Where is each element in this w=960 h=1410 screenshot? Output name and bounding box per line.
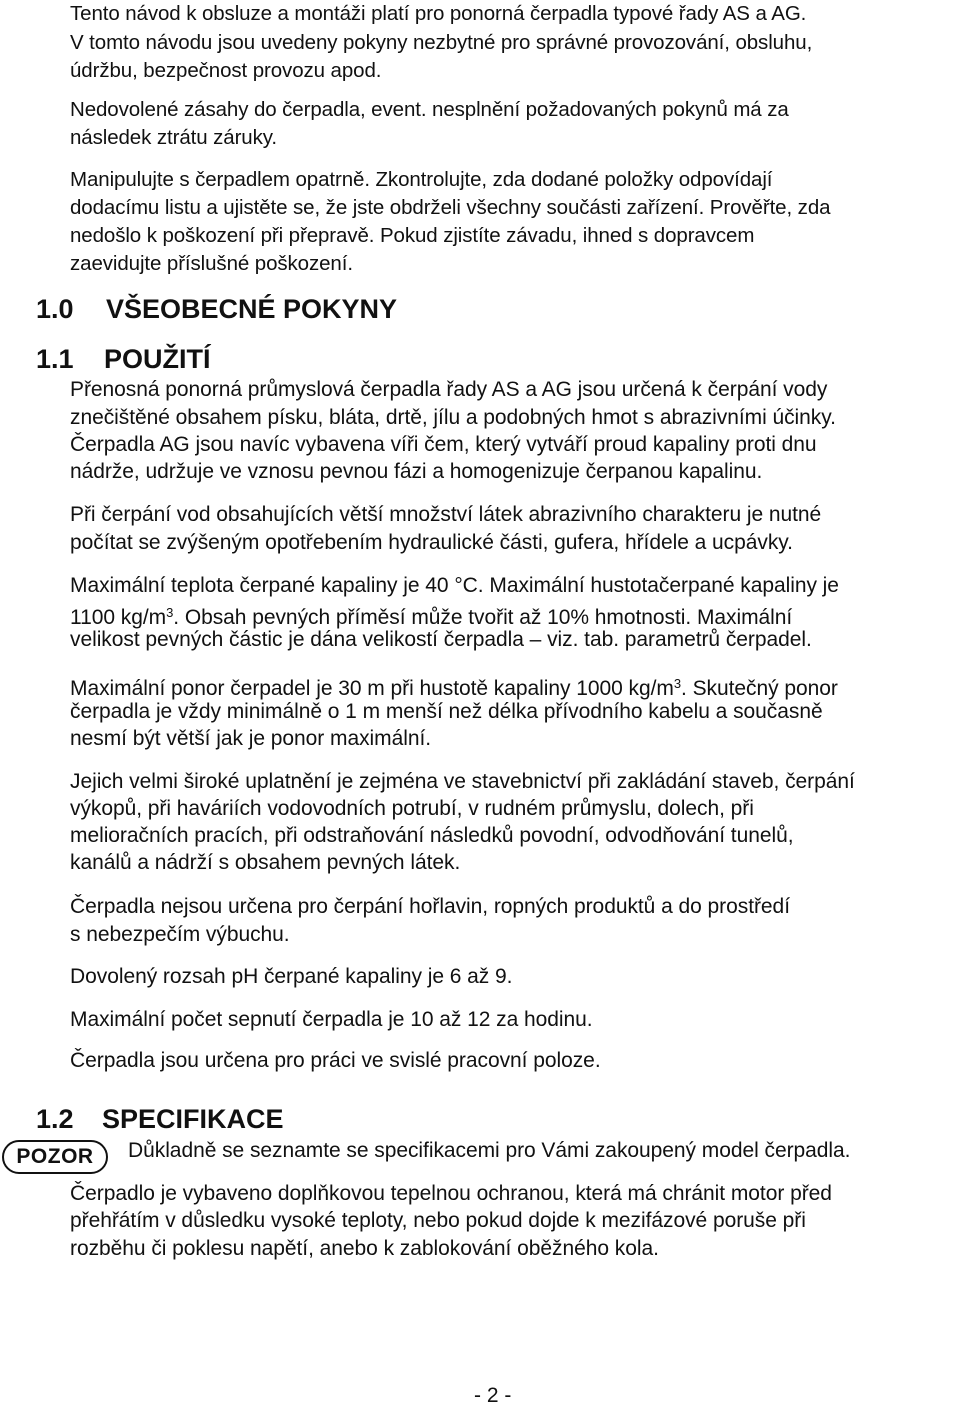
superscript: 3 [166, 605, 174, 620]
body-line: nesmí být větší jak je ponor maximální. [70, 727, 432, 750]
intro-line: zaevidujte příslušné poškození. [70, 252, 353, 275]
pozor-warning-badge: POZOR [2, 1140, 108, 1174]
superscript: 3 [673, 676, 682, 691]
body-line: Čerpadla nejsou určena pro čerpání hořlavin, ropných produktů a do prostředí [70, 895, 790, 918]
section-title: VŠEOBECNÉ POKYNY [106, 294, 398, 324]
body-line: Maximální počet sepnutí čerpadla je 10 až 12 za hodinu. [70, 1008, 593, 1031]
text-span: 1100 kg/m [70, 606, 167, 629]
text-span: Maximální ponor čerpadel je 30 m při hustotě kapaliny 1000 kg/m [70, 677, 674, 700]
intro-line: Tento návod k obsluze a montáži platí pro ponorná čerpadla typové řady AS a AG. [70, 2, 807, 25]
intro-line: V tomto návodu jsou uvedeny pokyny nezbytné pro správné provozování, obsluhu, [70, 31, 813, 54]
intro-line: nedošlo k poškození při přepravě. Pokud zjistíte závadu, ihned s dopravcem [70, 224, 755, 247]
pozor-text: Důkladně se seznamte se specifikacemi pro Vámi zakoupený model čerpadla. [128, 1139, 851, 1162]
body-line: Čerpadla AG jsou navíc vybavena víři čem, který vytváří proud kapaliny proti dnu [70, 433, 817, 456]
section-title: SPECIFIKACE [102, 1104, 284, 1134]
body-line [70, 671, 838, 702]
body-line: čerpadla je vždy minimálně o 1 m menší než délka přívodního kabelu a současně [70, 700, 823, 723]
body-line: přehřátím v důsledku vysoké teploty, nebo pokud dojde k mezifázové poruše při [70, 1209, 806, 1232]
body-line: Maximální teplota čerpané kapaliny je 40 °C. Maximální hustotačerpané kapaliny je [70, 574, 839, 597]
body-line: znečištěné obsahem písku, bláta, drtě, jílu a podobných hmot s abrazivními účinky. [70, 406, 836, 429]
intro-line: dodacímu listu a ujistěte se, že jste obdrželi všechny součásti zařízení. Prověřte, zda [70, 196, 831, 219]
body-line: Dovolený rozsah pH čerpané kapaliny je 6 až 9. [70, 965, 513, 988]
section-heading-1-1 [36, 342, 211, 376]
body-line: Čerpadla jsou určena pro práci ve svislé pracovní poloze. [70, 1049, 601, 1072]
body-line: rozběhu či poklesu napětí, anebo k zablokování oběžného kola. [70, 1237, 659, 1260]
body-line: s nebezpečím výbuchu. [70, 923, 290, 946]
body-line: melioračních pracích, při odstraňování následků povodní, odvodňování tunelů, [70, 824, 794, 847]
intro-line: následek ztrátu záruky. [70, 126, 277, 149]
text-span: . Skutečný ponor [681, 677, 838, 700]
page-number: - 2 - [474, 1384, 512, 1407]
section-heading-1-0 [36, 292, 397, 326]
body-line: Přenosná ponorná průmyslová čerpadla řady AS a AG jsou určená k čerpání vody [70, 378, 828, 401]
body-line: počítat se zvýšeným opotřebením hydraulické části, gufera, hřídele a ucpávky. [70, 531, 793, 554]
section-heading-1-2 [36, 1102, 284, 1136]
body-line: výkopů, při haváriích vodovodních potrubí, v rudném průmyslu, dolech, při [70, 797, 754, 820]
text-span: . Obsah pevných příměsí může tvořit až 10% hmotnosti. Maximální [173, 606, 793, 629]
body-line: kanálů a nádrží s obsahem pevných látek. [70, 851, 461, 874]
body-line: Čerpadlo je vybaveno doplňkovou tepelnou ochranou, která má chránit motor před [70, 1182, 832, 1205]
body-line: Jejich velmi široké uplatnění je zejména ve stavebnictví při zakládání staveb, čerpání [70, 770, 855, 793]
intro-line: Nedovolené zásahy do čerpadla, event. nesplnění požadovaných pokynů má za [70, 98, 789, 121]
body-line: nádrže, udržuje ve vznosu pevnou fázi a homogenizuje čerpanou kapalinu. [70, 460, 763, 483]
intro-line: údržbu, bezpečnost provozu apod. [70, 59, 382, 82]
body-line: Při čerpání vod obsahujících větší množství látek abrazivního charakteru je nutné [70, 503, 822, 526]
intro-line: Manipulujte s čerpadlem opatrně. Zkontrolujte, zda dodané položky odpovídají [70, 168, 773, 191]
section-number: 1.2 [36, 1104, 74, 1134]
section-number: 1.1 [36, 344, 74, 374]
body-line: velikost pevných částic je dána velikostí čerpadla – viz. tab. parametrů čerpadel. [70, 628, 812, 651]
section-number: 1.0 [36, 294, 74, 324]
section-title: POUŽITÍ [104, 344, 211, 374]
